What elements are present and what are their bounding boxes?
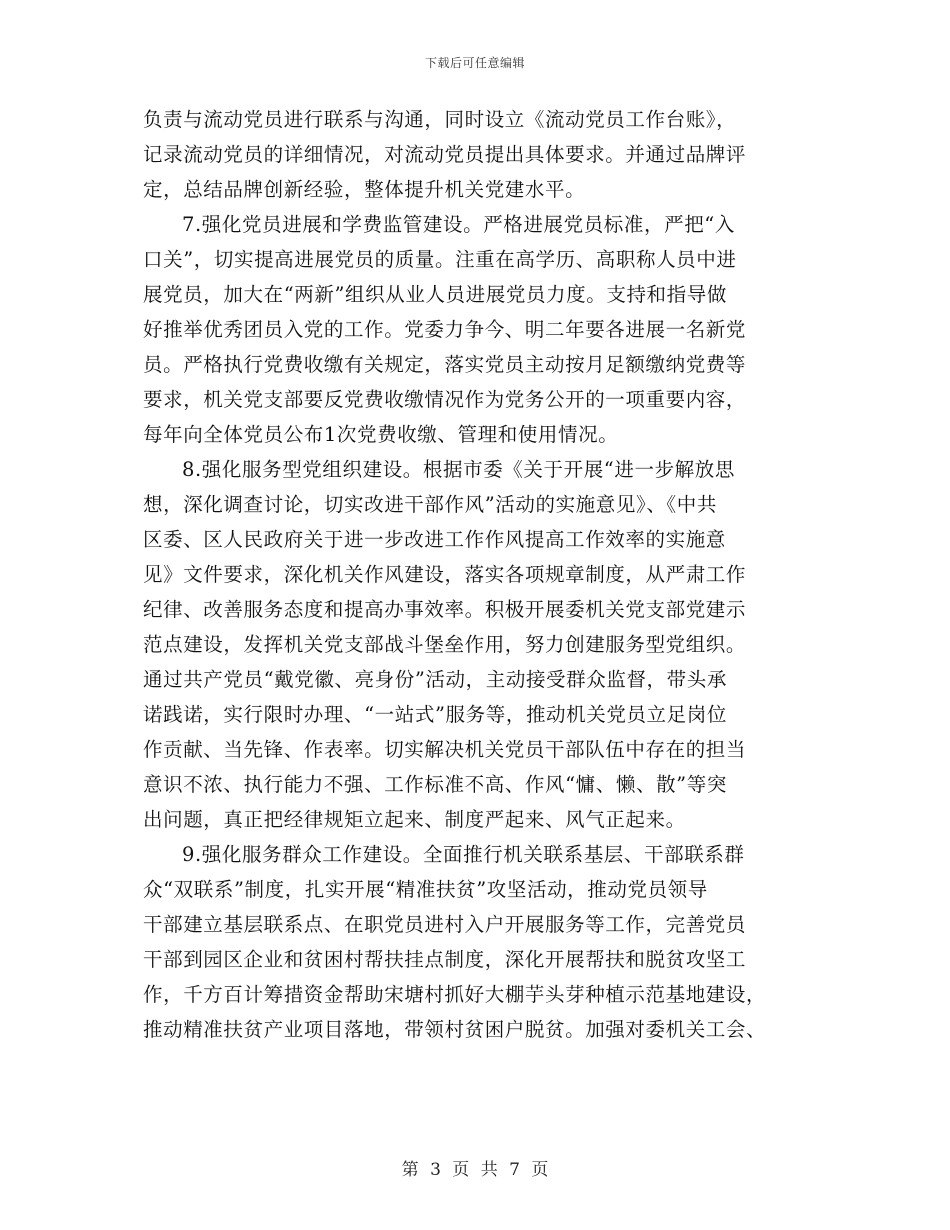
text-line: 推动精准扶贫产业项目落地，带领村贫困户脱贫。加强对委机关工会、 [143, 1018, 767, 1041]
text-line: 员。严格执行党费收缴有关规定，落实党员主动按月足额缴纳党费等 [143, 353, 747, 376]
text-line: 想，深化调查讨论，切实改进干部作风”活动的实施意见》、《中共 [143, 493, 717, 516]
document-body [143, 102, 823, 1047]
text-line: 定，总结品牌创新经验，整体提升机关党建水平。 [143, 178, 586, 201]
text-line: 出问题，真正把经律规矩立起来、制度严起来、风气正起来。 [143, 808, 686, 831]
text-line: 7.强化党员进展和学费监管建设。严格进展党员标准，严把“入 [182, 213, 735, 236]
text-line: 见》文件要求，深化机关作风建设，落实各项规章制度，从严肃工作 [143, 563, 747, 586]
text-line: 干部到园区企业和贫困村帮扶挂点制度，深化开展帮扶和脱贫攻坚工 [143, 948, 747, 971]
text-line: 记录流动党员的详细情况，对流动党员提出具体要求。并通过品牌评 [143, 143, 747, 166]
text-line: 每年向全体党员公布1次党费收缴、管理和使用情况。 [143, 423, 619, 446]
text-line: 口关”，切实提高进展党员的质量。注重在高学历、高职称人员中进 [143, 248, 737, 271]
text-line: 展党员，加大在“两新”组织从业人员进展党员力度。支持和指导做 [143, 283, 727, 306]
text-line: 通过共产党员“戴党徽、亮身份”活动，主动接受群众监督，带头承 [143, 668, 727, 691]
text-line: 纪律、改善服务态度和提高办事效率。积极开展委机关党支部党建示 [143, 598, 747, 621]
text-line: 区委、区人民政府关于进一步改进工作作风提高工作效率的实施意 [143, 528, 726, 551]
text-line: 好推举优秀团员入党的工作。党委力争今、明二年要各进展一名新党 [143, 318, 747, 341]
text-line: 范点建设，发挥机关党支部战斗堡垒作用，努力创建服务型党组织。 [143, 633, 747, 656]
page-header: 下载后可任意编辑 [424, 56, 525, 70]
text-line: 作，千方百计筹措资金帮助宋塘村抓好大棚芋头芽种植示范基地建设， [143, 983, 767, 1006]
text-line: 作贡献、当先锋、作表率。切实解决机关党员干部队伍中存在的担当 [143, 738, 747, 761]
text-line: 8.强化服务型党组织建设。根据市委《关于开展“进一步解放思 [182, 458, 735, 481]
text-line: 要求，机关党支部要反党费收缴情况作为党务公开的一项重要内容， [143, 388, 747, 411]
text-line: 9.强化服务群众工作建设。全面推行机关联系基层、干部联系群 [182, 843, 745, 866]
text-line: 意识不浓、执行能力不强、工作标准不高、作风“慵、懒、散”等突 [143, 773, 727, 796]
text-line: 诺践诺，实行限时办理、“一站式”服务等，推动机关党员立足岗位 [143, 703, 727, 726]
text-line: 众“双联系”制度，扎实开展“精准扶贫”攻坚活动，推动党员领导 [143, 878, 708, 901]
text-line: 干部建立基层联系点、在职党员进村入户开展服务等工作，完善党员 [143, 913, 747, 936]
text-line: 负责与流动党员进行联系与沟通，同时设立《流动党员工作台账》， [143, 108, 737, 131]
page-number: 第 3 页 共 7 页 [401, 1160, 549, 1180]
